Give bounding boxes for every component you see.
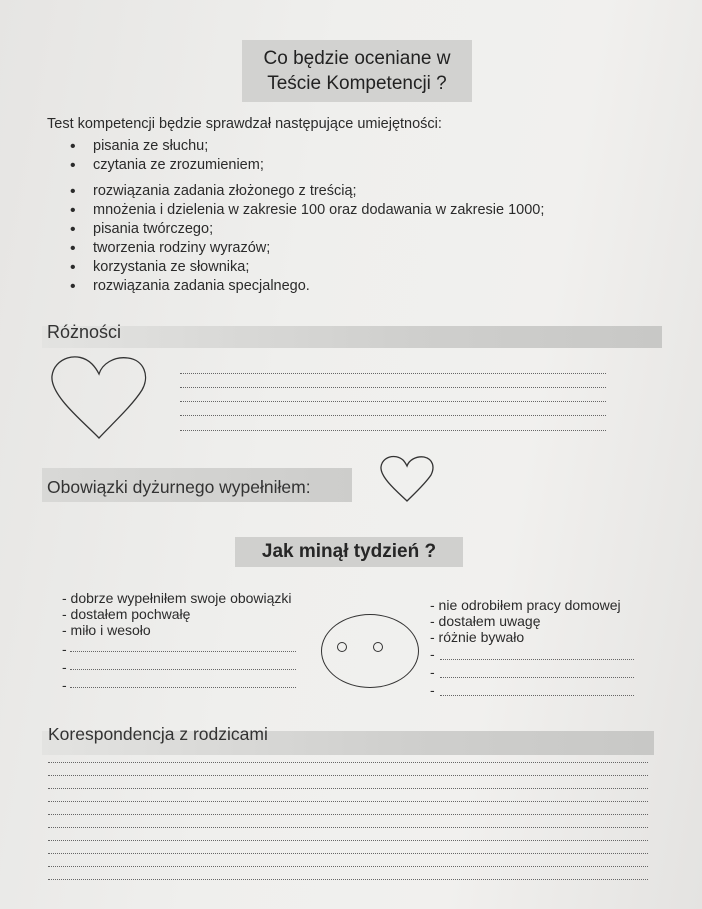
answer-line[interactable]: [180, 387, 606, 388]
good-options-list: [62, 590, 292, 638]
answer-line[interactable]: [180, 373, 606, 374]
answer-line[interactable]: [48, 866, 648, 867]
answer-line[interactable]: [180, 401, 606, 402]
list-item[interactable]: - miło i wesoło: [62, 622, 151, 638]
bad-options-list: [430, 597, 621, 645]
list-item: • rozwiązania zadania złożonego z treścią;: [70, 182, 544, 201]
title-line-2: Teście Kompetencji ?: [267, 73, 447, 94]
eye-icon: [373, 642, 383, 652]
answer-line[interactable]: [70, 669, 296, 670]
list-item: • pisania ze słuchu;: [70, 137, 544, 156]
list-item: • tworzenia rodziny wyrazów;: [70, 239, 544, 258]
list-item[interactable]: - różnie bywało: [430, 629, 525, 645]
dash-marker: -: [62, 677, 67, 693]
list-item: • korzystania ze słownika;: [70, 258, 544, 277]
skills-list: [70, 137, 544, 296]
dash-marker: -: [430, 682, 435, 698]
list-item[interactable]: - dobrze wypełniłem swoje obowiązki: [62, 590, 292, 606]
heart-icon: [48, 352, 150, 442]
answer-line[interactable]: [48, 879, 648, 880]
list-item: • mnożenia i dzielenia w zakresie 100 oraz dodawania w zakresie 1000;: [70, 201, 544, 220]
list-item: • rozwiązania zadania specjalnego.: [70, 277, 544, 296]
intro-text: Test kompetencji będzie sprawdzał następujące umiejętności:: [47, 116, 442, 132]
face-circle[interactable]: [321, 614, 419, 688]
answer-line[interactable]: [48, 801, 648, 802]
answer-line[interactable]: [48, 762, 648, 763]
answer-line[interactable]: [440, 677, 634, 678]
answer-line[interactable]: [48, 775, 648, 776]
dash-marker: -: [430, 646, 435, 662]
answer-line[interactable]: [70, 687, 296, 688]
list-item: • czytania ze zrozumieniem;: [70, 156, 544, 175]
list-item: • pisania twórczego;: [70, 220, 544, 239]
section-heading-week: Jak minął tydzień ?: [235, 537, 463, 567]
title-line-1: Co będzie oceniane w: [263, 48, 451, 69]
answer-line[interactable]: [70, 651, 296, 652]
answer-line[interactable]: [48, 853, 648, 854]
answer-line[interactable]: [48, 788, 648, 789]
dash-marker: -: [62, 641, 67, 657]
dash-marker: -: [430, 664, 435, 680]
answer-line[interactable]: [440, 695, 634, 696]
answer-line[interactable]: [48, 814, 648, 815]
answer-line[interactable]: [48, 827, 648, 828]
answer-line[interactable]: [180, 415, 606, 416]
dash-marker: -: [62, 659, 67, 675]
heart-icon[interactable]: [378, 454, 436, 504]
page-title: [242, 40, 472, 102]
answer-line[interactable]: [440, 659, 634, 660]
list-item[interactable]: - dostałem pochwałę: [62, 606, 191, 622]
answer-line[interactable]: [180, 430, 606, 431]
eye-icon: [337, 642, 347, 652]
section-heading-correspondence: Korespondencja z rodzicami: [48, 724, 268, 744]
list-item[interactable]: - nie odrobiłem pracy domowej: [430, 597, 621, 613]
answer-line[interactable]: [48, 840, 648, 841]
section-bar-roznosci: [42, 326, 662, 348]
section-heading-duty: Obowiązki dyżurnego wypełniłem:: [47, 477, 311, 497]
section-heading-roznosci: Różności: [47, 322, 122, 342]
list-item[interactable]: - dostałem uwagę: [430, 613, 541, 629]
